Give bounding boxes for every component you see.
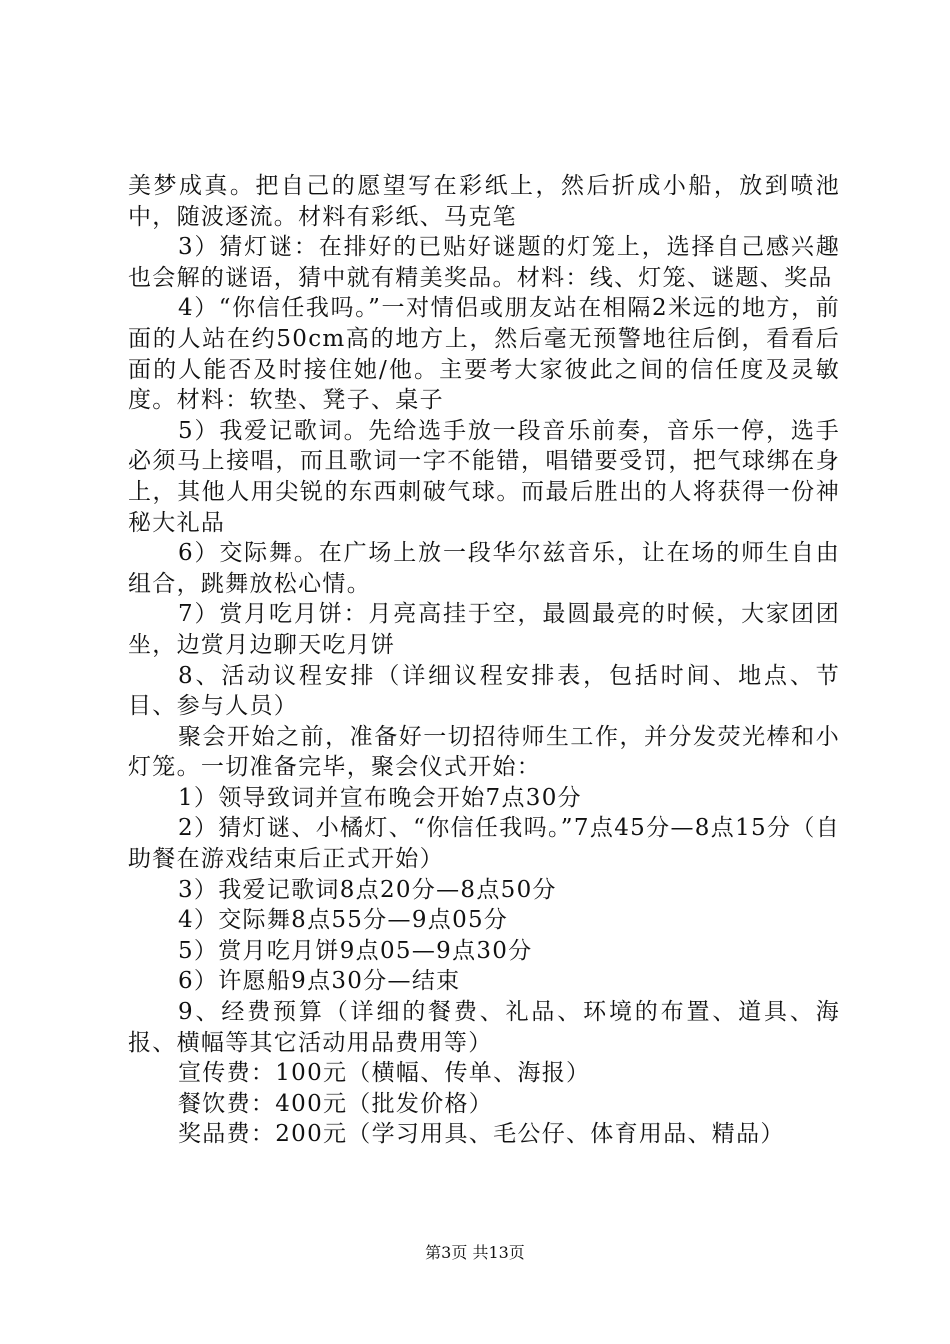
paragraph-budget-heading: 9、经费预算（详细的餐费、礼品、环境的布置、道具、海报、横幅等其它活动用品费用等） — [128, 999, 840, 1056]
paragraph-lantern-riddles: 3）猜灯谜：在排好的已贴好谜题的灯笼上，选择自己感兴趣也会解的谜语，猜中就有精美奖品。材料：线、灯笼、谜题、奖品 — [128, 234, 840, 291]
agenda-item-games: 2）猜灯谜、小橘灯、“你信任我吗。”7点45分—8点15分（自助餐在游戏结束后正式开始） — [128, 815, 840, 873]
paragraph-preparation: 聚会开始之前，准备好一切招待师生工作，并分发荧光棒和小灯笼。一切准备完毕，聚会仪式开始： — [128, 723, 840, 781]
paragraph-lyrics-game: 5）我爱记歌词。先给选手放一段音乐前奏，音乐一停，选手必须马上接唱，而且歌词一字不能错，唱错要受罚，把气球绑在身上，其他人用尖锐的东西刺破气球。而最后胜出的人将获得一份神秘大礼品 — [128, 417, 840, 536]
agenda-item-wish-boat: 6）许愿船9点30分—结束 — [178, 968, 461, 995]
budget-item-catering: 餐饮费：400元（批发价格） — [178, 1090, 494, 1117]
budget-item-publicity: 宣传费：100元（横幅、传单、海报） — [178, 1060, 591, 1087]
document-body — [128, 171, 840, 1150]
paragraph-social-dance: 6）交际舞。在广场上放一段华尔兹音乐，让在场的师生自由组合，跳舞放松心情。 — [128, 540, 840, 597]
agenda-item-lyrics: 3）我爱记歌词8点20分—8点50分 — [178, 876, 557, 903]
agenda-item-opening: 1）领导致词并宣布晚会开始7点30分 — [178, 784, 582, 811]
paragraph-trust-game: 4）“你信任我吗。”一对情侣或朋友站在相隔2米远的地方，前面的人站在约50cm高的地方上，然后毫无预警地往后倒，看看后面的人能否及时接住她/他。主要考大家彼此之间的信任度及灵敏度。材料：软垫、凳子、桌子 — [128, 295, 840, 414]
paragraph-mooncake: 7）赏月吃月饼：月亮高挂于空，最圆最亮的时候，大家团团坐，边赏月边聊天吃月饼 — [128, 601, 840, 658]
paragraph-agenda-heading: 8、活动议程安排（详细议程安排表，包括时间、地点、节目、参与人员） — [128, 662, 840, 720]
paragraph-wish-boat-continued: 美梦成真。把自己的愿望写在彩纸上，然后折成小船，放到喷池中，随波逐流。材料有彩纸、马克笔 — [128, 173, 840, 230]
budget-item-prizes: 奖品费：200元（学习用具、毛公仔、体育用品、精品） — [178, 1121, 785, 1148]
page-number-footer: 第3页 共13页 — [425, 1243, 525, 1262]
agenda-item-mooncake: 5）赏月吃月饼9点05—9点30分 — [178, 937, 533, 964]
agenda-item-dance: 4）交际舞8点55分—9点05分 — [178, 907, 509, 934]
